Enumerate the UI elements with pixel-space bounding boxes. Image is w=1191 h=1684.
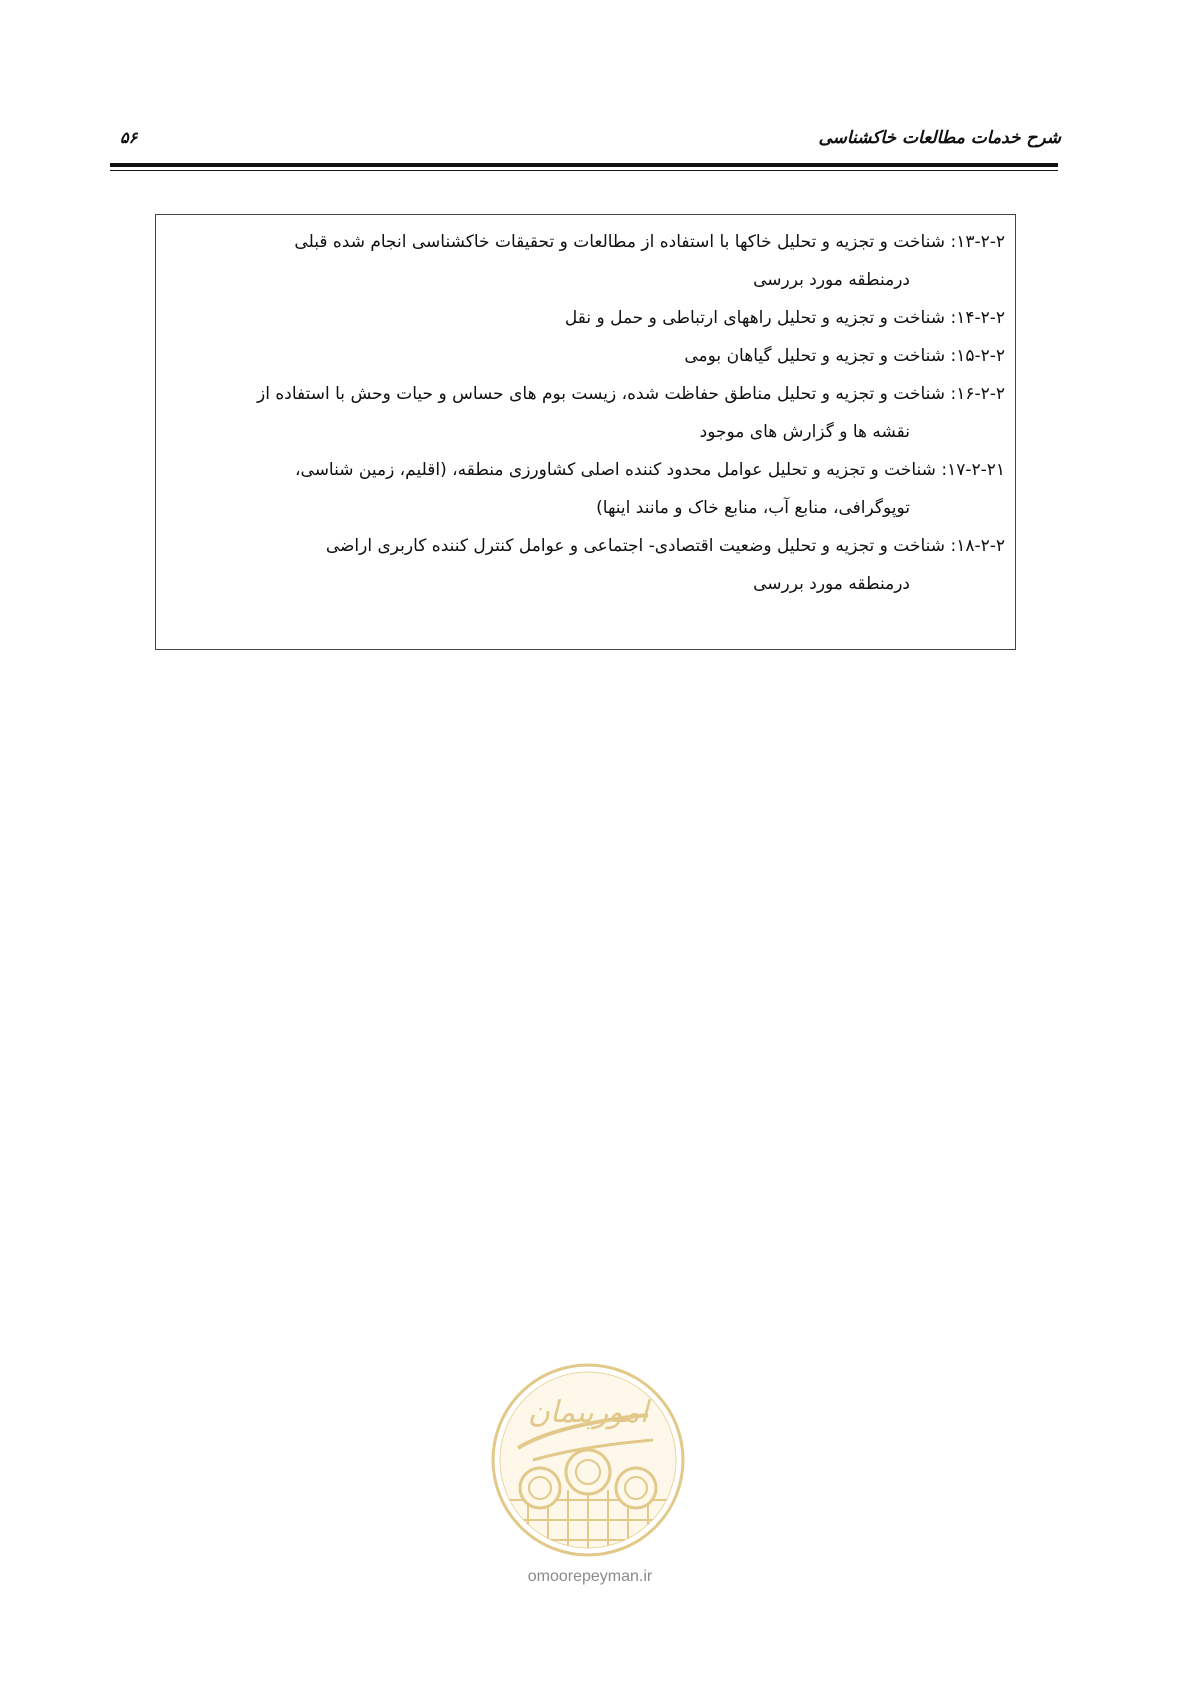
watermark-url: omoorepeyman.ir (527, 1568, 653, 1585)
item-text: شناخت و تجزیه و تحلیل وضعیت اقتصادی- اجتماعی و عوامل کنترل کننده کاربری اراضی (325, 536, 946, 556)
item-continuation: نقشه ها و گزارش های موجود (699, 422, 910, 442)
item-continuation: توپوگرافی، منابع آب، منابع خاک و مانند اینها) (596, 498, 910, 518)
item-continuation: درمنطقه مورد بررسی (753, 574, 910, 594)
watermark-logo (488, 1360, 688, 1560)
list-item (168, 337, 1005, 375)
item-text: شناخت و تجزیه و تحلیل راههای ارتباطی و حمل و نقل (564, 308, 946, 328)
item-number: ۱۷-۲-۲۱: (941, 460, 1005, 480)
list-item (168, 223, 1005, 299)
header-rule-thin (110, 170, 1058, 171)
item-list (168, 223, 1005, 603)
page-number: ۵۶ (120, 128, 138, 147)
item-continuation: درمنطقه مورد بررسی (753, 270, 910, 290)
list-item (168, 375, 1005, 451)
item-number: ۱۳-۲-۲: (950, 232, 1005, 252)
header-rule (110, 163, 1058, 167)
list-item (168, 299, 1005, 337)
item-number: ۱۶-۲-۲: (950, 384, 1005, 404)
item-number: ۱۸-۲-۲: (950, 536, 1005, 556)
item-number: ۱۴-۲-۲: (950, 308, 1005, 328)
content-box (155, 214, 1016, 650)
list-item (168, 527, 1005, 603)
running-header-title: شرح خدمات مطالعات خاکشناسی (818, 128, 1061, 148)
logo-lettering: امورپیمان (527, 1395, 649, 1430)
item-number: ۱۵-۲-۲: (950, 346, 1005, 366)
item-text: شناخت و تجزیه و تحلیل مناطق حفاظت شده، زیست بوم های حساس و حیات وحش با استفاده از (257, 384, 946, 404)
item-text: شناخت و تجزیه و تحلیل عوامل محدود کننده اصلی کشاورزی منطقه، (اقلیم، زمین شناسی، (295, 460, 936, 480)
item-text: شناخت و تجزیه و تحلیل گیاهان بومی (684, 346, 946, 366)
item-text: شناخت و تجزیه و تحلیل خاکها با استفاده از مطالعات و تحقیقات خاکشناسی انجام شده قبلی (294, 232, 946, 252)
list-item (168, 451, 1005, 527)
